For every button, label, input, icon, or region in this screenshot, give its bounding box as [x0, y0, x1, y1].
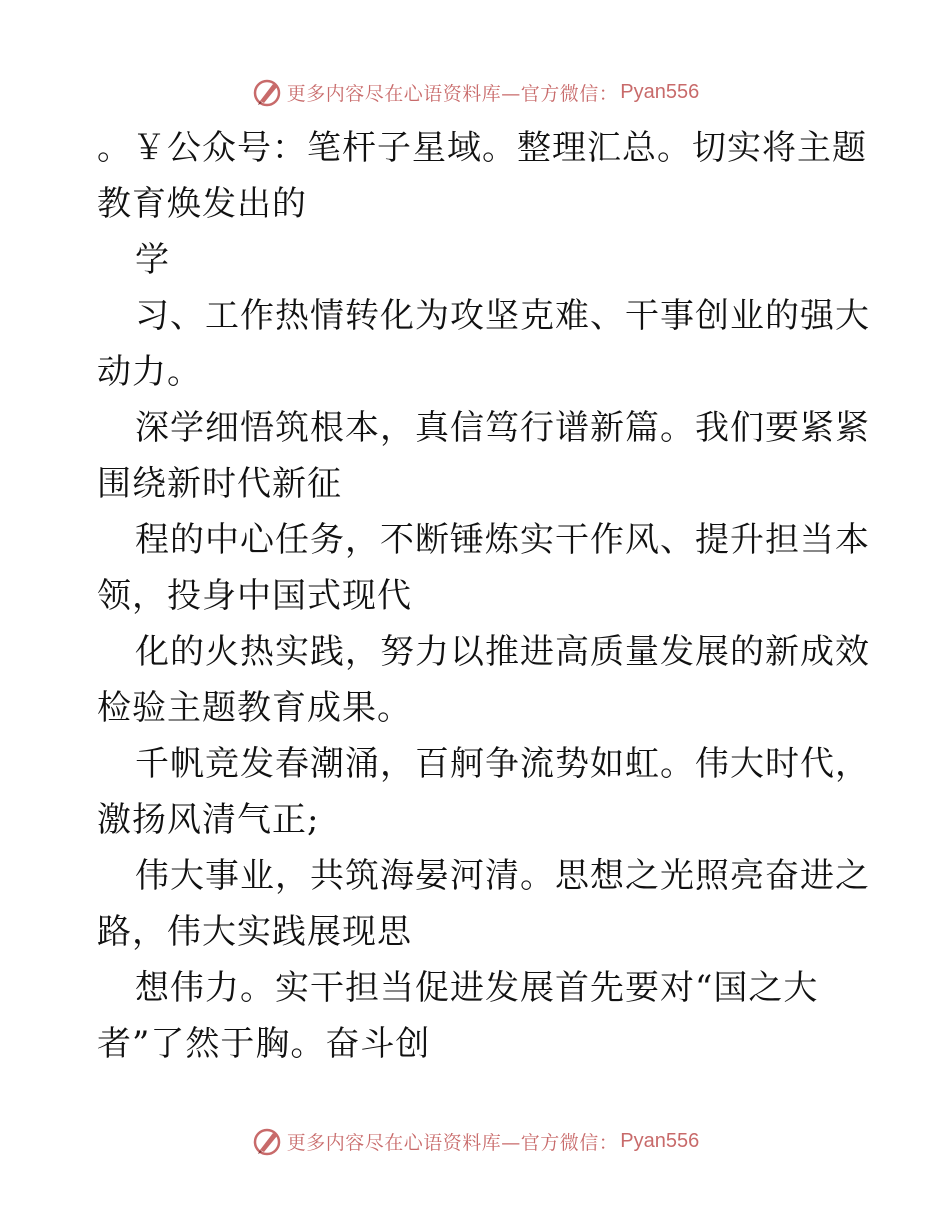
- body-line: 伟大事业，共筑海晏河清。思想之光照亮奋进之: [135, 856, 870, 896]
- body-line: 。￥公众号：笔杆子星域。整理汇总。切实将主题: [97, 128, 867, 168]
- body-line: 教育焕发出的: [97, 184, 307, 224]
- header-watermark: [0, 72, 950, 112]
- body-line: 检验主题教育成果。: [97, 688, 412, 728]
- body-line: 激扬风清气正;: [97, 800, 320, 840]
- watermark-id: Pyan556: [620, 1129, 700, 1152]
- pen-logo-icon: [251, 1125, 283, 1157]
- body-line: 想伟力。实干担当促进发展首先要对“国之大: [135, 968, 819, 1008]
- body-line: 学: [135, 240, 170, 280]
- body-line: 围绕新时代新征: [97, 464, 342, 504]
- body-line: 习、工作热情转化为攻坚克难、干事创业的强大: [135, 296, 870, 336]
- body-line: 千帆竞发春潮涌，百舸争流势如虹。伟大时代，: [135, 744, 870, 784]
- body-line: 动力。: [97, 352, 202, 392]
- body-line: 路，伟大实践展现思: [97, 912, 412, 952]
- body-line: 者”了然于胸。奋斗创: [97, 1024, 431, 1064]
- watermark-id: Pyan556: [620, 80, 700, 103]
- watermark-text: 更多内容尽在心语资料库—官方微信：: [286, 1131, 619, 1154]
- footer-watermark: [0, 1121, 950, 1161]
- pen-logo-icon: [251, 76, 283, 108]
- body-line: 程的中心任务，不断锤炼实干作风、提升担当本: [135, 520, 870, 560]
- body-line: 化的火热实践，努力以推进高质量发展的新成效: [135, 632, 870, 672]
- document-body: [97, 120, 870, 1072]
- body-line: 领，投身中国式现代: [97, 576, 412, 616]
- watermark-text: 更多内容尽在心语资料库—官方微信：: [286, 82, 619, 105]
- body-line: 深学细悟筑根本，真信笃行谱新篇。我们要紧紧: [135, 408, 870, 448]
